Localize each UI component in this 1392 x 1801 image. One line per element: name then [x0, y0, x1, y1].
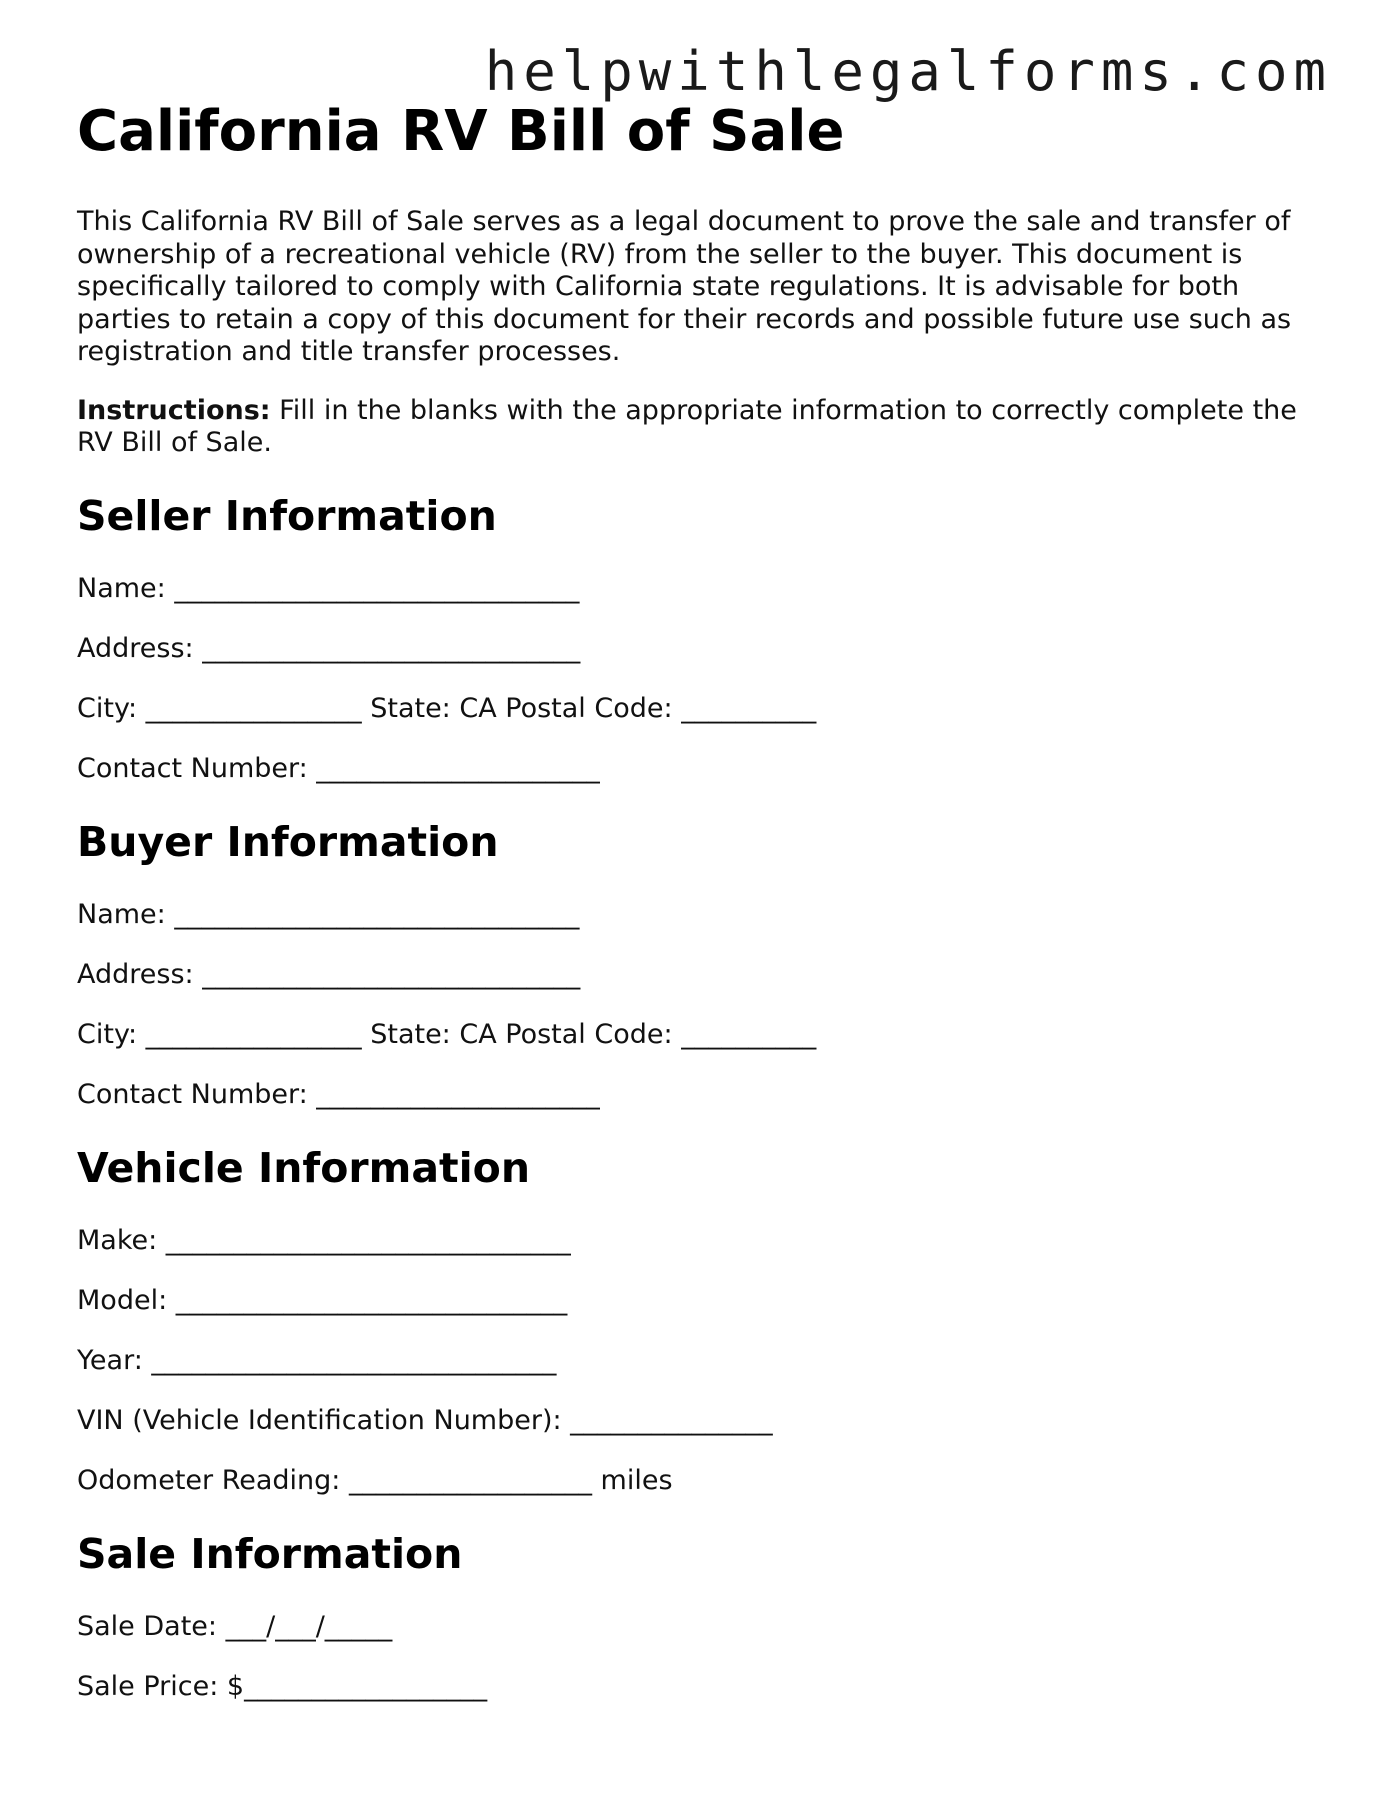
vehicle-model-field[interactable]: Model: _____________________________ [77, 1284, 568, 1316]
intro-paragraph: This California RV Bill of Sale serves as a legal document to prove the sale and transfer of ownership of a recreational vehicle (RV) from the seller to the buyer. This document is specifically tailored to comply with California state regulations. It is advisable for both parties to retain a copy of this document for their records and possible future use such as registration and title transfer processes. [77, 206, 1292, 367]
buyer-city-state-zip-field[interactable]: City: ________________ State: CA Postal Code: __________ [77, 1018, 817, 1050]
vehicle-odometer-field[interactable]: Odometer Reading: __________________ miles [77, 1464, 673, 1496]
site-watermark: helpwithlegalforms.com [484, 40, 1332, 103]
buyer-section [77, 814, 1322, 1112]
vehicle-make-field[interactable]: Make: ______________________________ [77, 1224, 571, 1256]
vehicle-section [77, 1140, 1322, 1498]
buyer-contact-field[interactable]: Contact Number: _____________________ [77, 1078, 600, 1110]
seller-contact-field[interactable]: Contact Number: _____________________ [77, 752, 600, 784]
seller-city-state-zip-field[interactable]: City: ________________ State: CA Postal Code: __________ [77, 692, 817, 724]
instructions-paragraph [77, 395, 1322, 460]
sale-heading: Sale Information [77, 1529, 463, 1578]
seller-section [77, 488, 1322, 786]
instructions-label: Instructions: [77, 394, 271, 426]
document-title: California RV Bill of Sale [77, 99, 845, 164]
vehicle-year-field[interactable]: Year: ______________________________ [77, 1344, 557, 1376]
vehicle-heading: Vehicle Information [77, 1143, 531, 1192]
buyer-name-field[interactable]: Name: ______________________________ [77, 898, 580, 930]
seller-heading: Seller Information [77, 491, 497, 540]
seller-address-field[interactable]: Address: ____________________________ [77, 632, 581, 664]
sale-price-field[interactable]: Sale Price: $__________________ [77, 1670, 488, 1702]
vehicle-vin-field[interactable]: VIN (Vehicle Identification Number): _______________ [77, 1404, 773, 1436]
instructions-text: Fill in the blanks with the appropriate information to correctly complete the RV Bill of Sale. [77, 394, 1297, 458]
buyer-heading: Buyer Information [77, 817, 499, 866]
document-content [77, 96, 1322, 1704]
sale-date-field[interactable]: Sale Date: ___/___/_____ [77, 1610, 393, 1642]
seller-name-field[interactable]: Name: ______________________________ [77, 572, 580, 604]
sale-section [77, 1526, 1322, 1704]
buyer-address-field[interactable]: Address: ____________________________ [77, 958, 581, 990]
